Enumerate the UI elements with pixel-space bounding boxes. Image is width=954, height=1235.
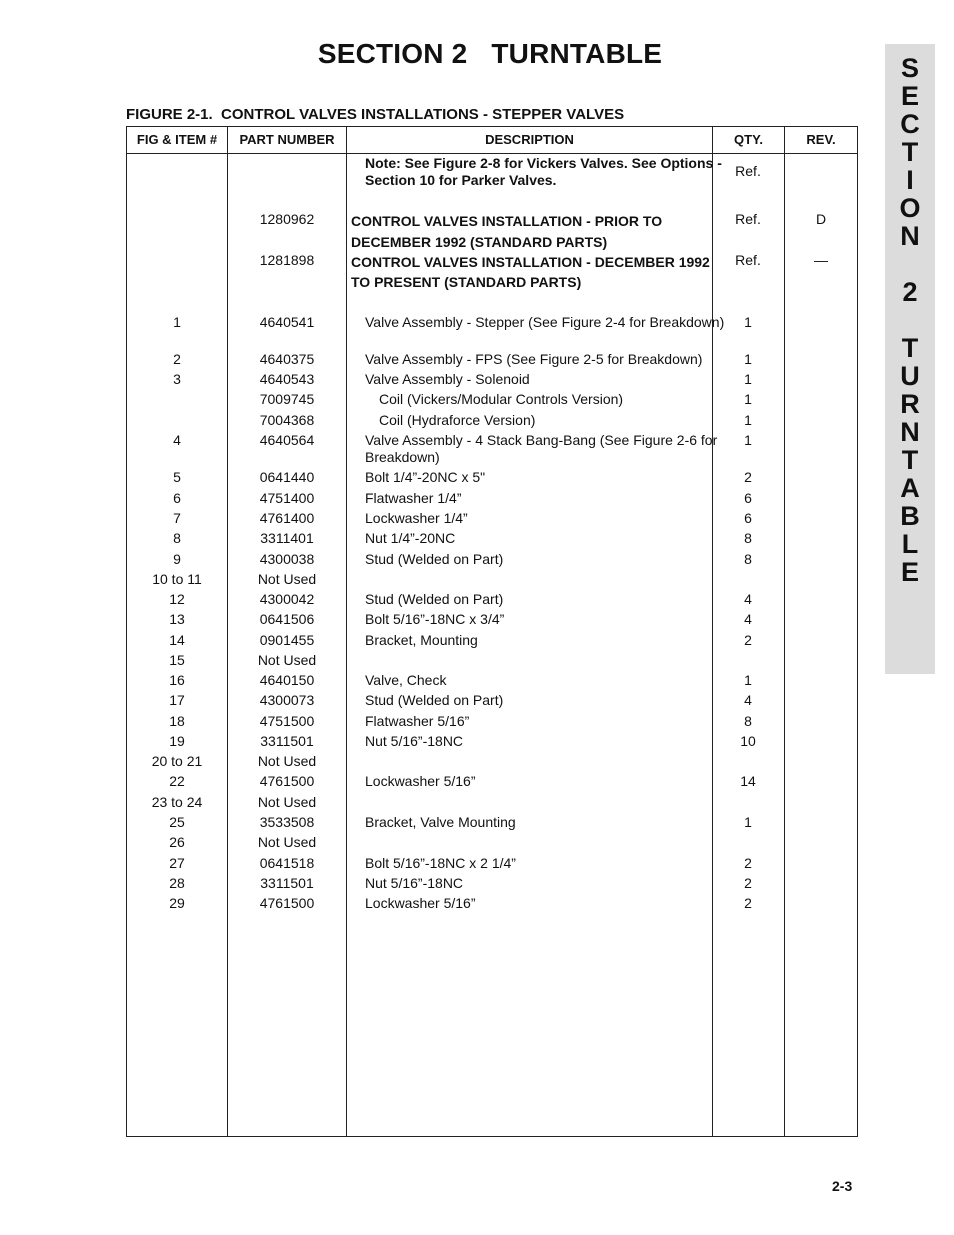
fig-item-cell: 25 xyxy=(169,814,185,830)
fig-item-cell: 2 xyxy=(173,351,181,367)
part-number-cell: Not Used xyxy=(257,794,317,810)
rev-cell: D xyxy=(815,211,827,227)
description-cell: Bolt 1/4”-20NC x 5" xyxy=(365,469,486,485)
part-number-cell: 3533508 xyxy=(259,814,315,830)
qty-cell: 2 xyxy=(744,855,752,871)
part-number-cell: 4640564 xyxy=(259,432,315,448)
part-number-cell: 3311501 xyxy=(260,733,314,749)
description-cell: CONTROL VALVES INSTALLATION - PRIOR TO DECEMBER 1992 (STANDARD PARTS) xyxy=(351,213,663,250)
fig-item-cell: 9 xyxy=(173,551,181,567)
description-cell: Bracket, Mounting xyxy=(365,632,478,648)
column-divider xyxy=(346,127,347,1136)
fig-item-cell: 7 xyxy=(173,510,181,526)
fig-item-cell: 26 xyxy=(169,834,185,850)
description-cell: Note: See Figure 2-8 for Vickers Valves. See Options - Section 10 for Parker Valves. xyxy=(365,155,722,188)
fig-item-cell: 15 xyxy=(169,652,185,668)
part-number-cell: Not Used xyxy=(257,652,317,668)
side-tab-letter: L xyxy=(901,529,919,559)
description-cell: Coil (Vickers/Modular Controls Version) xyxy=(379,391,624,407)
description-cell: Flatwasher 5/16” xyxy=(365,713,470,729)
fig-item-cell: 20 to 21 xyxy=(151,753,203,769)
part-number-cell: 4640541 xyxy=(259,314,315,330)
part-number-cell: 4751400 xyxy=(259,490,315,506)
header-divider xyxy=(127,153,857,154)
description-cell: Bolt 5/16”-18NC x 2 1/4” xyxy=(365,855,516,871)
column-divider xyxy=(784,127,785,1136)
side-tab-letter: T xyxy=(901,445,919,475)
qty-cell: Ref. xyxy=(735,211,761,227)
description-cell: Valve, Check xyxy=(365,672,447,688)
part-number-cell: Not Used xyxy=(257,834,317,850)
description-cell: Lockwasher 5/16” xyxy=(365,895,476,911)
qty-cell: 1 xyxy=(744,314,752,330)
qty-cell: 1 xyxy=(744,814,752,830)
fig-item-cell: 19 xyxy=(169,733,185,749)
description-cell: Stud (Welded on Part) xyxy=(365,591,504,607)
side-tab-letter: U xyxy=(900,361,920,391)
part-number-cell: 4751500 xyxy=(259,713,315,729)
parts-table xyxy=(126,126,858,1137)
section-side-tab xyxy=(885,44,935,674)
part-number-cell: 4761500 xyxy=(259,773,315,789)
fig-item-cell: 23 to 24 xyxy=(151,794,203,810)
description-cell: Bolt 5/16”-18NC x 3/4” xyxy=(365,611,505,627)
part-number-cell: Not Used xyxy=(257,571,317,587)
description-cell: Bracket, Valve Mounting xyxy=(365,814,516,830)
fig-item-cell: 27 xyxy=(169,855,185,871)
qty-cell: 8 xyxy=(744,713,752,729)
description-cell: Nut 5/16”-18NC xyxy=(365,875,464,891)
description-cell: Lockwasher 5/16” xyxy=(365,773,476,789)
header-rev: REV. xyxy=(806,132,836,147)
description-cell: Lockwasher 1/4” xyxy=(365,510,468,526)
header-part-number: PART NUMBER xyxy=(239,132,335,147)
part-number-cell: 4761500 xyxy=(259,895,315,911)
part-number-cell: Not Used xyxy=(257,753,317,769)
description-cell: Valve Assembly - Stepper (See Figure 2-4 for Breakdown) xyxy=(365,314,725,330)
qty-cell: 4 xyxy=(744,591,752,607)
fig-item-cell: 14 xyxy=(169,632,185,648)
fig-item-cell: 17 xyxy=(169,692,185,708)
qty-cell: 6 xyxy=(744,510,752,526)
side-tab-letter: I xyxy=(906,165,914,195)
side-tab-letter: E xyxy=(900,557,919,587)
header-description: DESCRIPTION xyxy=(485,132,574,147)
qty-cell: 2 xyxy=(744,895,752,911)
part-number-cell: 7004368 xyxy=(259,412,315,428)
fig-item-cell: 29 xyxy=(169,895,185,911)
fig-item-cell: 28 xyxy=(169,875,185,891)
rev-cell: — xyxy=(814,252,828,268)
part-number-cell: 4300042 xyxy=(259,591,315,607)
description-cell: Nut 1/4”-20NC xyxy=(365,530,456,546)
fig-item-cell: 22 xyxy=(169,773,185,789)
fig-item-cell: 18 xyxy=(169,713,185,729)
qty-cell: Ref. xyxy=(735,163,761,179)
side-tab-letter: N xyxy=(900,221,920,251)
qty-cell: 8 xyxy=(744,551,752,567)
part-number-cell: 4761400 xyxy=(259,510,315,526)
description-cell: Valve Assembly - 4 Stack Bang-Bang (See Figure 2-6 for Breakdown) xyxy=(365,432,718,465)
part-number-cell: 0641506 xyxy=(259,611,315,627)
side-tab-letter: R xyxy=(900,389,920,419)
qty-cell: 1 xyxy=(744,371,752,387)
qty-cell: 1 xyxy=(744,412,752,428)
part-number-cell: 3311401 xyxy=(260,530,314,546)
page-number: 2-3 xyxy=(832,1178,853,1194)
side-tab-letter: S xyxy=(900,53,919,83)
qty-cell: 1 xyxy=(744,672,752,688)
part-number-cell: 0641518 xyxy=(259,855,315,871)
side-tab-letter: E xyxy=(900,81,919,111)
fig-item-cell: 13 xyxy=(169,611,185,627)
part-number-cell: 0901455 xyxy=(259,632,315,648)
qty-cell: 14 xyxy=(740,773,756,789)
side-tab-letter: 2 xyxy=(902,277,918,307)
part-number-cell: 0641440 xyxy=(259,469,315,485)
side-tab-letter: B xyxy=(900,501,920,531)
header-qty: QTY. xyxy=(734,132,763,147)
part-number-cell: 4640375 xyxy=(259,351,315,367)
description-cell: Nut 5/16”-18NC xyxy=(365,733,464,749)
part-number-cell: 4300073 xyxy=(259,692,315,708)
fig-item-cell: 10 to 11 xyxy=(152,571,202,587)
part-number-cell: 1280962 xyxy=(259,211,315,227)
fig-item-cell: 12 xyxy=(169,591,185,607)
fig-item-cell: 6 xyxy=(173,490,181,506)
fig-item-cell: 1 xyxy=(173,314,181,330)
qty-cell: 4 xyxy=(744,692,752,708)
side-tab-letter: O xyxy=(899,193,921,223)
description-cell: Valve Assembly - Solenoid xyxy=(365,371,530,387)
qty-cell: 6 xyxy=(744,490,752,506)
part-number-cell: 1281898 xyxy=(259,252,315,268)
side-tab-letter: N xyxy=(900,417,920,447)
fig-item-cell: 8 xyxy=(173,530,181,546)
qty-cell: 2 xyxy=(744,632,752,648)
qty-cell: 2 xyxy=(744,469,752,485)
description-cell: Stud (Welded on Part) xyxy=(365,551,504,567)
qty-cell: 1 xyxy=(744,432,752,448)
side-tab-letter: C xyxy=(900,109,920,139)
figure-title: FIGURE 2-1. CONTROL VALVES INSTALLATIONS - STEPPER VALVES xyxy=(126,106,625,123)
side-tab-letter: T xyxy=(901,137,919,167)
part-number-cell: 4640150 xyxy=(259,672,315,688)
part-number-cell: 3311501 xyxy=(260,875,314,891)
part-number-cell: 4640543 xyxy=(259,371,315,387)
qty-cell: 1 xyxy=(744,391,752,407)
qty-cell: 2 xyxy=(744,875,752,891)
part-number-cell: 4300038 xyxy=(259,551,315,567)
qty-cell: 1 xyxy=(744,351,752,367)
description-cell: Flatwasher 1/4” xyxy=(365,490,462,506)
side-tab-letter: T xyxy=(901,333,919,363)
qty-cell: Ref. xyxy=(735,252,761,268)
description-cell: Stud (Welded on Part) xyxy=(365,692,504,708)
section-title: SECTION 2 TURNTABLE xyxy=(317,38,663,69)
qty-cell: 10 xyxy=(740,733,756,749)
fig-item-cell: 5 xyxy=(173,469,181,485)
qty-cell: 8 xyxy=(744,530,752,546)
header-fig-item: FIG & ITEM # xyxy=(136,132,218,147)
qty-cell: 4 xyxy=(744,611,752,627)
description-cell: Coil (Hydraforce Version) xyxy=(379,412,536,428)
description-cell: Valve Assembly - FPS (See Figure 2-5 for Breakdown) xyxy=(365,351,703,367)
fig-item-cell: 3 xyxy=(173,371,181,387)
fig-item-cell: 16 xyxy=(169,672,185,688)
fig-item-cell: 4 xyxy=(173,432,181,448)
side-tab-letter: A xyxy=(900,473,920,503)
part-number-cell: 7009745 xyxy=(259,391,315,407)
description-cell: CONTROL VALVES INSTALLATION - DECEMBER 1992 TO PRESENT (STANDARD PARTS) xyxy=(351,254,710,290)
